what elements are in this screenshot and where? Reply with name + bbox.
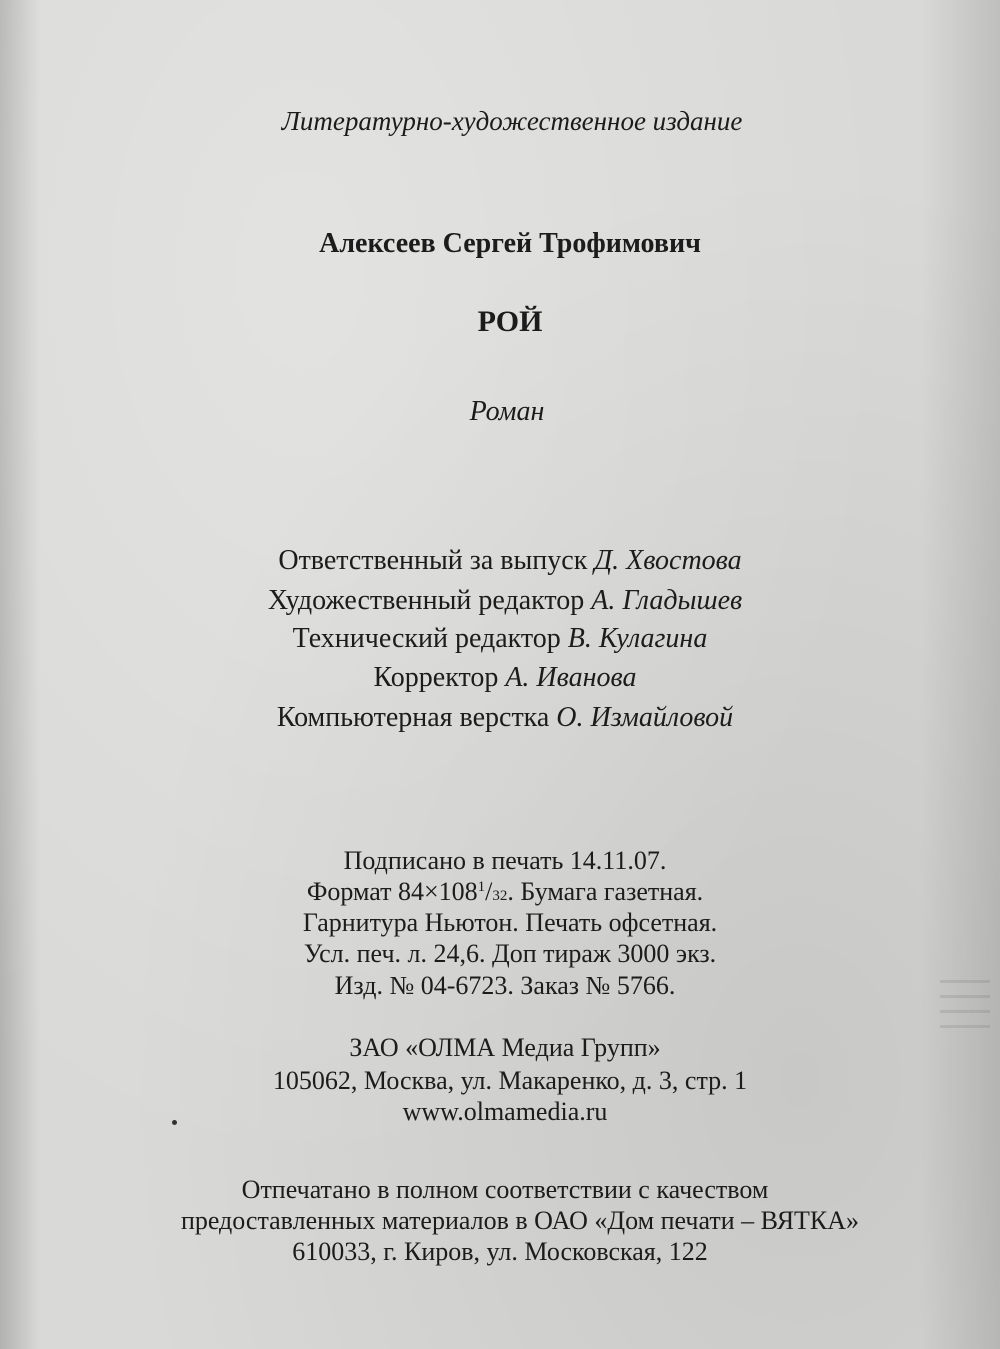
credit-role: Технический редактор <box>292 623 561 654</box>
format-subscript: 32 <box>492 888 508 904</box>
order-line: Изд. № 04-6723. Заказ № 5766. <box>334 971 676 1000</box>
sheets-line: Усл. печ. л. 24,6. Доп тираж 3000 экз. <box>303 939 717 968</box>
printer-line-1: Отпечатано в полном соответствии с качеством <box>241 1175 769 1204</box>
signed-date: Подписано в печать 14.11.07. <box>343 846 667 875</box>
credit-line <box>0 664 1000 692</box>
show-through-text <box>940 980 990 1070</box>
format-line <box>0 879 1000 905</box>
typeface-line: Гарнитура Ньютон. Печать офсетная. <box>302 908 718 937</box>
credit-person: О. Измайловой <box>556 702 734 733</box>
credit-role: Корректор <box>373 662 499 693</box>
book-title: РОЙ <box>477 305 543 338</box>
format-slash: / <box>485 877 493 906</box>
printer-line-3: 610033, г. Киров, ул. Московская, 122 <box>292 1237 708 1266</box>
book-genre: Роман <box>469 396 545 427</box>
format-suffix: . Бумага газетная. <box>507 877 704 906</box>
publisher-name: ЗАО «ОЛМА Медиа Групп» <box>349 1033 661 1062</box>
credit-line <box>0 704 1000 732</box>
format-prefix: Формат 84×108 <box>306 877 478 906</box>
credit-person: А. Иванова <box>505 662 637 693</box>
credit-line <box>0 625 1000 653</box>
format-superscript: 1 <box>477 879 486 895</box>
credit-role: Художественный редактор <box>267 585 585 616</box>
author-name: Алексеев Сергей Трофимович <box>319 228 701 259</box>
printer-line-2: предоставленных материалов в ОАО «Дом печати – ВЯТКА» <box>180 1206 860 1235</box>
credit-person: А. Гладышев <box>591 585 743 616</box>
credit-person: В. Кулагина <box>567 623 708 654</box>
credit-person: Д. Хвостова <box>594 545 742 576</box>
publisher-address: 105062, Москва, ул. Макаренко, д. 3, стр. 1 <box>272 1066 748 1095</box>
ink-speck <box>172 1120 177 1125</box>
credit-role: Компьютерная верстка <box>276 702 550 733</box>
credit-line <box>0 547 1000 575</box>
credit-role: Ответственный за выпуск <box>278 545 588 576</box>
credit-line <box>0 587 1000 615</box>
publisher-website: www.olmamedia.ru <box>402 1097 608 1126</box>
edition-type-header: Литературно-художественное издание <box>281 106 743 136</box>
